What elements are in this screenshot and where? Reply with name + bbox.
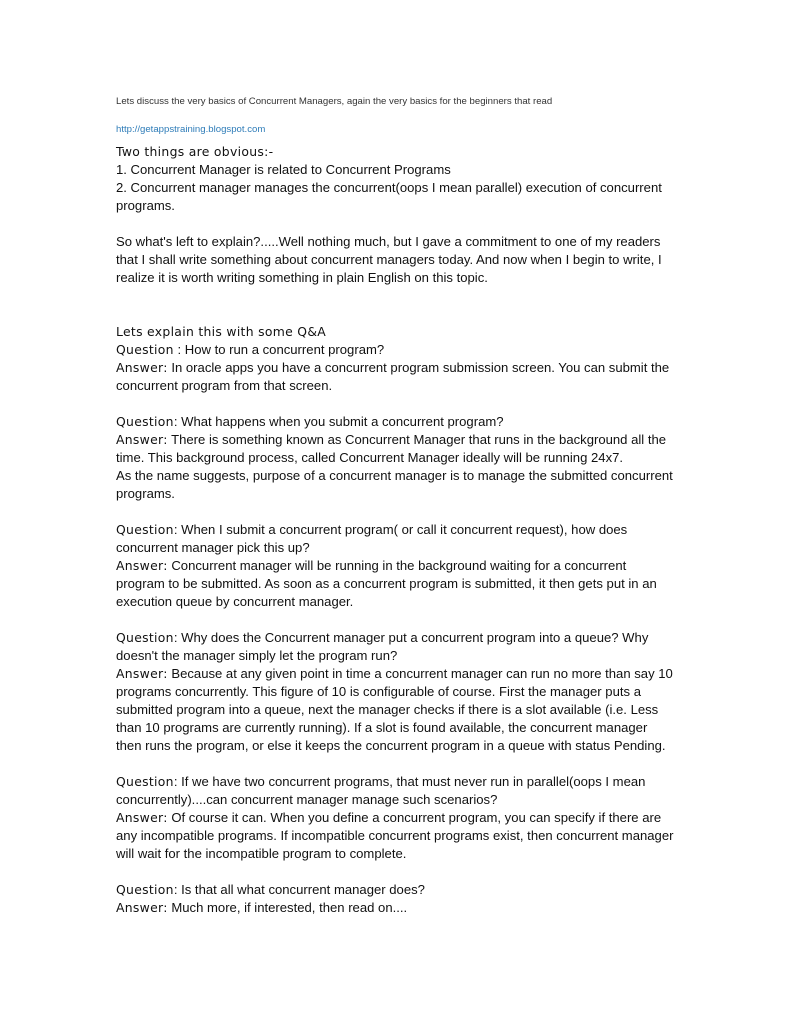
answer-label: Answer:: [116, 558, 168, 573]
answer-line: [116, 683, 676, 701]
obvious-item-2-line-1: 2. Concurrent manager manages the concurrent(oops I mean parallel) execution of concurrent: [116, 180, 662, 195]
answer-text: than 10 programs are currently running). If a slot is found available, the concurrent manager: [116, 720, 648, 735]
answer-label: Answer:: [116, 432, 168, 447]
spacer: [116, 287, 676, 323]
qa-block: [116, 881, 676, 917]
answer-text: any incompatible programs. If incompatible concurrent programs exist, then concurrent manager: [116, 828, 674, 843]
spacer: [116, 395, 676, 413]
spacer: [116, 215, 676, 233]
question-line: [116, 539, 676, 557]
answer-line: [116, 377, 676, 395]
spacer: [116, 611, 676, 629]
qa-block: [116, 629, 676, 755]
answer-text: programs concurrently. This figure of 10 is configurable of course. First the manager puts a: [116, 684, 641, 699]
answer-label: Answer:: [116, 900, 168, 915]
question-label: Question: [116, 882, 174, 897]
question-text: When I submit a concurrent program( or call it concurrent request), how does: [181, 522, 628, 537]
answer-line: [116, 557, 676, 575]
answer-text: Concurrent manager will be running in the background waiting for a concurrent: [171, 558, 627, 573]
question-line: [116, 521, 676, 539]
question-text: concurrent manager pick this up?: [116, 540, 310, 555]
obvious-item-2-line-2: programs.: [116, 198, 175, 213]
spacer: [116, 503, 676, 521]
answer-line: [116, 737, 676, 755]
explain-line-3: realize it is worth writing something in plain English on this topic.: [116, 270, 488, 285]
qa-heading: Lets explain this with some Q&A: [116, 324, 327, 339]
answer-text: then runs the program, or else it keeps the concurrent program in a queue with status Pending.: [116, 738, 666, 753]
blog-link[interactable]: http://getappstraining.blogspot.com: [116, 124, 266, 135]
question-text: Is that all what concurrent manager does?: [181, 882, 425, 897]
obvious-section: [116, 143, 676, 917]
question-text: Why does the Concurrent manager put a concurrent program into a queue? Why: [181, 630, 649, 645]
question-separator: :: [173, 774, 182, 789]
question-label: Question: [116, 342, 174, 357]
question-text: How to run a concurrent program?: [184, 342, 385, 357]
answer-line: [116, 665, 676, 683]
answer-label: Answer:: [116, 810, 168, 825]
answer-label: Answer:: [116, 360, 168, 375]
spacer: [116, 863, 676, 881]
answer-line: [116, 485, 676, 503]
question-text: What happens when you submit a concurrent program?: [181, 414, 504, 429]
qa-block: [116, 773, 676, 863]
spacer: [116, 755, 676, 773]
answer-text: As the name suggests, purpose of a concurrent manager is to manage the submitted concurrent: [116, 468, 673, 483]
answer-text: will wait for the incompatible program to complete.: [116, 846, 407, 861]
answer-line: [116, 899, 676, 917]
question-line: [116, 629, 676, 647]
question-line: [116, 791, 676, 809]
answer-line: [116, 827, 676, 845]
answer-label: Answer:: [116, 666, 168, 681]
question-text: doesn't the manager simply let the program run?: [116, 648, 398, 663]
question-separator: :: [173, 522, 182, 537]
question-line: [116, 647, 676, 665]
intro-line: Lets discuss the very basics of Concurrent Managers, again the very basics for the beginners that read: [116, 96, 553, 107]
question-label: Question: [116, 414, 174, 429]
answer-text: concurrent program from that screen.: [116, 378, 333, 393]
answer-text: programs.: [116, 486, 175, 501]
question-separator: :: [173, 630, 182, 645]
obvious-heading: Two things are obvious:-: [116, 144, 274, 159]
answer-line: [116, 449, 676, 467]
answer-text: Of course it can. When you define a concurrent program, you can specify if there are: [171, 810, 662, 825]
question-separator: :: [173, 342, 185, 357]
qa-list: [116, 341, 676, 917]
answer-line: [116, 431, 676, 449]
explain-line-1: So what's left to explain?.....Well nothing much, but I gave a commitment to one of my readers: [116, 234, 661, 249]
answer-text: Because at any given point in time a concurrent manager can run no more than say 10: [171, 666, 673, 681]
question-separator: :: [173, 414, 182, 429]
question-text: If we have two concurrent programs, that must never run in parallel(oops I mean: [181, 774, 646, 789]
answer-line: [116, 701, 676, 719]
qa-block: [116, 413, 676, 503]
answer-line: [116, 575, 676, 593]
question-label: Question: [116, 774, 174, 789]
answer-line: [116, 359, 676, 377]
answer-text: Much more, if interested, then read on....: [171, 900, 408, 915]
answer-line: [116, 593, 676, 611]
document-page: [116, 96, 676, 917]
explain-line-2: that I shall write something about concurrent managers today. And now when I begin to write, I: [116, 252, 662, 267]
answer-text: program to be submitted. As soon as a concurrent program is submitted, it then gets put in an: [116, 576, 657, 591]
question-line: [116, 881, 676, 899]
qa-block: [116, 341, 676, 395]
answer-line: [116, 467, 676, 485]
answer-text: submitted program into a queue, next the manager checks if there is a slot available (i.e. Less: [116, 702, 659, 717]
question-line: [116, 341, 676, 359]
answer-line: [116, 845, 676, 863]
question-line: [116, 413, 676, 431]
answer-text: execution queue by concurrent manager.: [116, 594, 354, 609]
question-label: Question: [116, 522, 174, 537]
question-label: Question: [116, 630, 174, 645]
answer-text: In oracle apps you have a concurrent program submission screen. You can submit the: [171, 360, 670, 375]
answer-line: [116, 719, 676, 737]
question-separator: :: [173, 882, 182, 897]
answer-text: There is something known as Concurrent Manager that runs in the background all the: [171, 432, 667, 447]
question-text: concurrently)....can concurrent manager manage such scenarios?: [116, 792, 498, 807]
answer-text: time. This background process, called Concurrent Manager ideally will be running 24x7.: [116, 450, 624, 465]
question-line: [116, 773, 676, 791]
obvious-item-1: 1. Concurrent Manager is related to Concurrent Programs: [116, 162, 451, 177]
answer-line: [116, 809, 676, 827]
qa-block: [116, 521, 676, 611]
